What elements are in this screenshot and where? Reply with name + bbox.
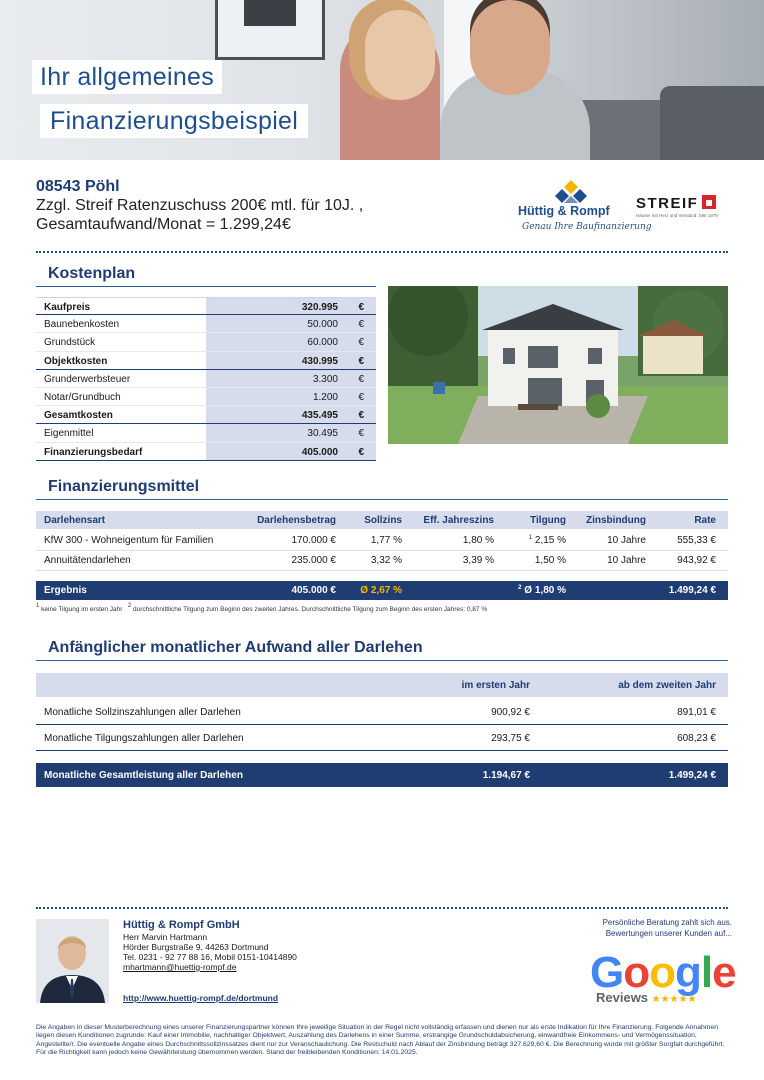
kostenplan-underline (36, 286, 376, 287)
cost-value: 405.000 (301, 446, 338, 458)
table-row (36, 352, 376, 370)
col-rate: Rate (694, 515, 716, 526)
kostenplan-table (36, 297, 376, 461)
cost-label: Eigenmittel (44, 428, 94, 440)
aufwand-title: Anfänglicher monatlicher Aufwand aller Darlehen (48, 639, 423, 656)
hero-sofa-back (660, 86, 764, 160)
description-line2: Gesamtaufwand/Monat = 1.299,24€ (36, 216, 291, 233)
col-tilgung: Tilgung (530, 515, 566, 526)
col-darlehensart: Darlehensart (44, 515, 106, 526)
hero-title-line1: Ihr allgemeines (32, 60, 222, 94)
cost-label: Gesamtkosten (44, 410, 113, 422)
aufwand-header (36, 673, 728, 697)
cost-label: Notar/Grundbuch (44, 391, 121, 403)
table-row (36, 443, 376, 461)
kostenplan-title: Kostenplan (48, 265, 136, 282)
cost-value: 60.000 (307, 337, 338, 349)
table-row: Monatliche Sollzinszahlungen aller Darlehen 900,92 € 891,01 € (36, 699, 728, 725)
table-row (36, 388, 376, 406)
cost-currency: € (358, 355, 364, 367)
cost-value: 320.995 (301, 302, 338, 313)
cost-label: Objektkosten (44, 355, 108, 367)
col-eff-jahreszins: Eff. Jahreszins (423, 515, 494, 526)
table-row (36, 297, 376, 315)
table-row: Monatliche Tilgungszahlungen aller Darlehen 293,75 € 608,23 € (36, 725, 728, 751)
table-row (36, 315, 376, 333)
cost-label: Grunderwerbsteuer (44, 373, 131, 385)
contact-address: Hörder Burgstraße 9, 44263 Dortmund (123, 942, 269, 952)
footnote-marker: 1 (528, 535, 533, 541)
contact-company: Hüttig & Rompf GmbH (123, 919, 240, 931)
huettig-rompf-logo (516, 178, 652, 238)
cost-currency: € (358, 446, 364, 458)
divider (36, 251, 728, 253)
cost-currency: € (358, 302, 364, 313)
table-row (36, 424, 376, 442)
contact-email-link[interactable]: mhartmann@huettig-rompf.de (123, 962, 237, 972)
cost-label: Finanzierungsbedarf (44, 446, 143, 458)
aufwand-underline (36, 660, 728, 661)
finanzierungsmittel-underline (36, 499, 728, 500)
hero-title-line2: Finanzierungsbeispiel (40, 104, 308, 138)
reviews-line2: Bewertungen unserer Kunden auf... (605, 929, 732, 938)
disclaimer: Die Angaben in dieser Musterberechnung eines unserer Finanzierungspartner können Ihre jeweilige Situation in der Regel nicht vollständig erfassen und dienen nur als erste Indikation für Ihre Finanzierung. Folgende Annahmen liegen diesen Konditionen zugrunde: Kauf einer Immobilie, nachhaltiger Objektwert, Auszahlung des Darlehens in einer Summe, erstrangige Grundschuldabsicherung, einwandfreie Einkommens- und Vermögenssituation, Angestellte/r. Die eventuelle Angabe eines Durchschnittssollzinssatzes dient nur zur Veranschaulichung. Die Restschuld nach Ablauf der Zinsbindung beträgt 327.629,60 €. Die Berechnung wurde mit größter Sorgfalt durchgeführt. Für die Richtigkeit kann jedoch keine Gewährleistung übernommen werden. Stand der freibleibenden Konditionen: 14.01.2025. (36, 1024, 725, 1057)
google-logo[interactable]: Google (590, 948, 736, 997)
table-row: Annuitätendarlehen 235.000 € 3,32 % 3,39 % 1,50 % 10 Jahre 943,92 € (36, 551, 728, 571)
footer-divider (36, 907, 728, 909)
huettig-rompf-logo-icon (516, 178, 626, 206)
huettig-rompf-claim: Genau Ihre Baufinanzierung (522, 222, 652, 232)
finanzierungsmittel-summary: Ergebnis 405.000 € Ø 2,67 % $^2$ Ø 1,80 % 1.499,24 € (36, 581, 728, 600)
reviews-line1: Persönliche Beratung zahlt sich aus. (602, 918, 732, 927)
cost-currency: € (358, 373, 364, 385)
cost-value: 30.495 (307, 428, 338, 440)
contact-person: Herr Marvin Hartmann (123, 932, 208, 942)
cost-currency: € (358, 391, 364, 403)
huettig-rompf-name: Hüttig & Rompf (518, 204, 610, 218)
streif-subline: Häuser mit Herz und Verstand. Seit 1979 (636, 213, 718, 218)
cost-value: 3.300 (312, 373, 338, 385)
col-zinsbindung: Zinsbindung (586, 515, 646, 526)
location-title: 08543 Pöhl (36, 178, 120, 195)
table-row (36, 370, 376, 388)
streif-name: STREIF (636, 195, 699, 212)
cost-value: 1.200 (312, 391, 338, 403)
col-zweites-jahr: ab dem zweiten Jahr (618, 680, 716, 691)
cost-label: Kaufpreis (44, 302, 91, 313)
aufwand-summary: Monatliche Gesamtleistung aller Darlehen 1.194,67 € 1.499,24 € (36, 763, 728, 787)
hero-window (215, 0, 325, 60)
cost-label: Grundstück (44, 337, 96, 349)
table-row (36, 406, 376, 424)
col-sollzins: Sollzins (364, 515, 402, 526)
finanzierungsmittel-header (36, 511, 728, 529)
cost-label: Baunebenkosten (44, 319, 120, 331)
table-row (36, 333, 376, 351)
cost-currency: € (358, 410, 364, 422)
google-reviews-label: Reviews ★★★★★ (596, 990, 697, 1005)
description-line1: Zzgl. Streif Ratenzuschuss 200€ mtl. für 10J. , (36, 197, 364, 214)
house-photo (388, 286, 728, 444)
streif-logo (636, 195, 718, 218)
cost-currency: € (358, 337, 364, 349)
streif-house-icon (702, 195, 716, 209)
contact-phone: Tel. 0231 - 92 77 88 16, Mobil 0151-10414890 (123, 952, 297, 962)
cost-currency: € (358, 428, 364, 440)
contact-website-link[interactable]: http://www.huettig-rompf.de/dortmund (123, 993, 279, 1003)
table-row: KfW 300 - Wohneigentum für Familien 170.000 € 1,77 % 1,80 % $^1$ 2,15 % 10 Jahre 555,33 € (36, 531, 728, 551)
cost-currency: € (358, 319, 364, 331)
col-erstes-jahr: im ersten Jahr (461, 680, 530, 691)
advisor-portrait (36, 919, 109, 1003)
finanzierungsmittel-title: Finanzierungsmittel (48, 478, 200, 495)
cost-value: 430.995 (301, 355, 338, 367)
cost-value: 435.495 (301, 410, 338, 422)
cost-value: 50.000 (307, 319, 338, 331)
footnote: $^1$ keine Tilgung im ersten Jahr $^2$ durchschnittliche Tilgung zum Beginn des zweiten Jahres. Durchschnittliche Tilgung zum Beginn des ersten Jahres: 0,87 % (36, 603, 488, 613)
col-darlehensbetrag: Darlehensbetrag (257, 515, 336, 526)
star-rating-icon: ★★★★★ (651, 994, 697, 1005)
